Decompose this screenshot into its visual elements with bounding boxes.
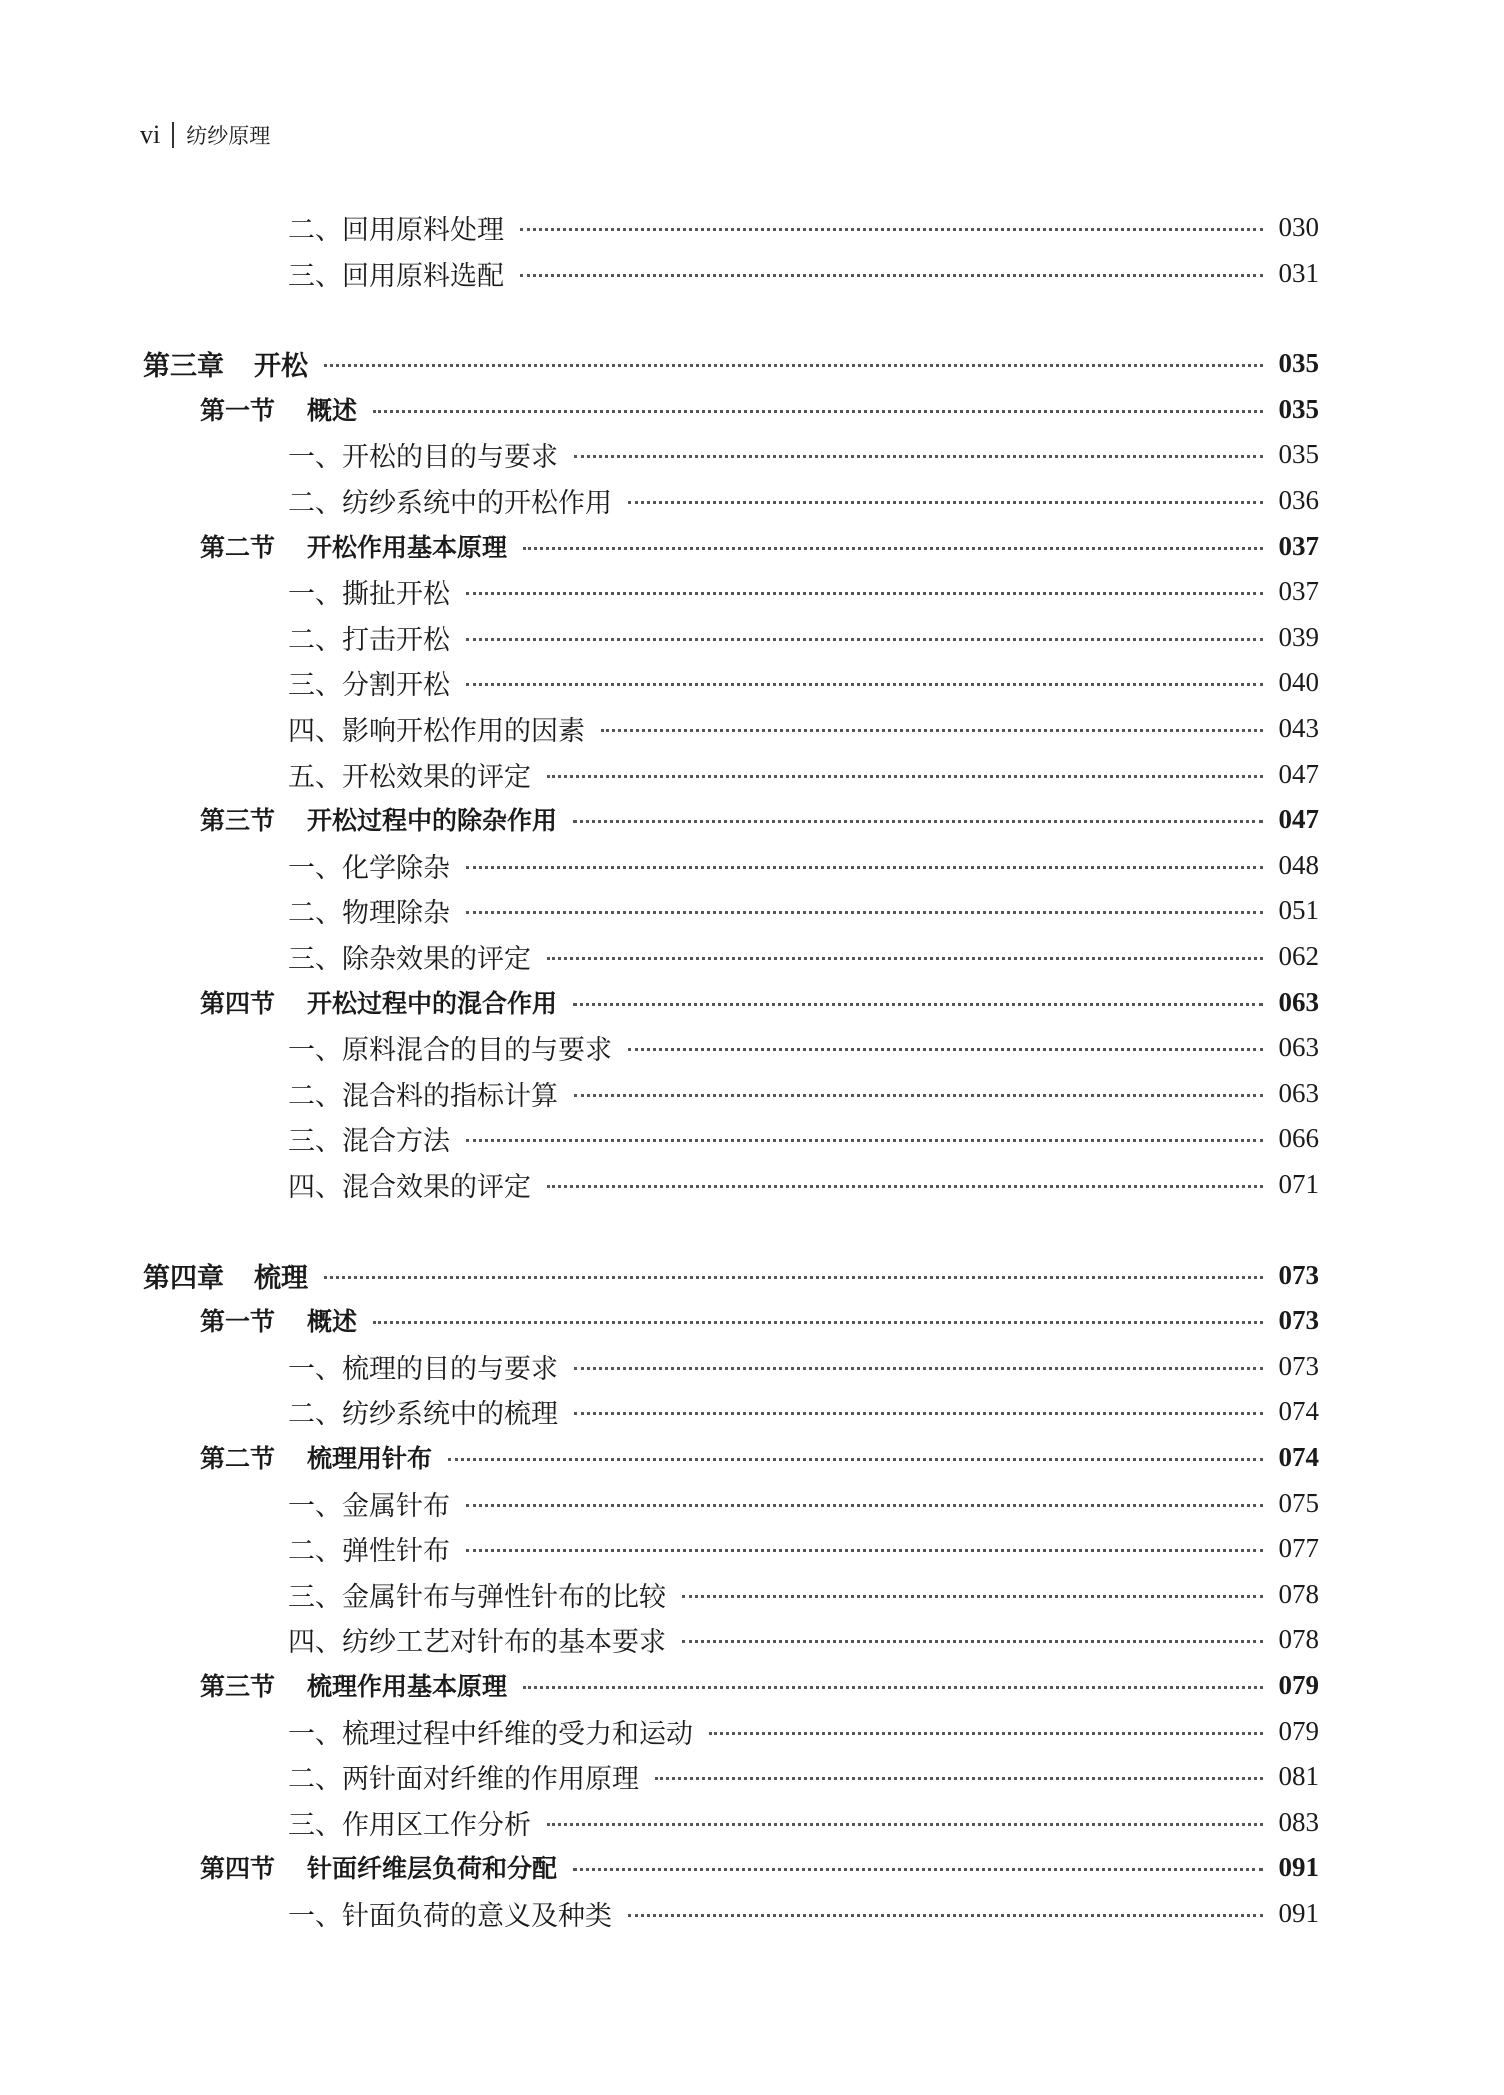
toc-item-entry[interactable] [288, 845, 1319, 885]
dot-leader [628, 1048, 1263, 1051]
toc-entry-title: 梳理作用基本原理 [307, 1672, 508, 1701]
dot-leader [466, 866, 1263, 869]
toc-entry-label [200, 1302, 357, 1338]
toc-entry-label [200, 1667, 507, 1703]
toc-entry-page: 074 [1278, 1395, 1319, 1426]
dot-leader [466, 911, 1263, 914]
toc-entry-page: 071 [1278, 1168, 1319, 1199]
toc-entry-page: 048 [1278, 849, 1319, 880]
toc-section-entry[interactable] [200, 1665, 1319, 1705]
toc-item-entry[interactable] [288, 1893, 1319, 1933]
toc-item-entry[interactable] [288, 617, 1319, 657]
dot-leader [466, 683, 1263, 686]
toc-entry-page: 062 [1278, 940, 1319, 971]
dot-leader [655, 1777, 1263, 1780]
toc-entry-page: 031 [1278, 257, 1319, 288]
toc-entry-label [288, 1119, 450, 1158]
toc-entry-title: 二、混合料的指标计算 [288, 1080, 558, 1112]
toc-entry-label [288, 572, 450, 611]
toc-entry-label [288, 618, 450, 657]
toc-section-entry[interactable] [200, 1300, 1319, 1340]
toc-entry-page: 063 [1278, 986, 1319, 1017]
dot-leader [466, 1139, 1263, 1142]
dot-leader [628, 501, 1263, 504]
toc-entry-label [288, 1575, 666, 1614]
toc-entry-title: 概述 [307, 396, 358, 425]
toc-entry-number: 第二节 [200, 533, 276, 562]
toc-item-entry[interactable] [288, 1346, 1319, 1386]
toc-entry-title: 三、除杂效果的评定 [288, 943, 531, 975]
toc-entry-page: 066 [1278, 1122, 1319, 1153]
toc-entry-page: 051 [1278, 894, 1319, 925]
toc-entry-title: 三、分割开松 [288, 669, 450, 701]
toc-entry-title: 一、开松的目的与要求 [288, 441, 558, 473]
dot-leader [573, 1868, 1263, 1871]
dot-leader [628, 1914, 1263, 1917]
toc-chapter-entry[interactable] [143, 1255, 1319, 1295]
dot-leader [574, 1094, 1263, 1097]
toc-entry-number: 第三章 [143, 350, 224, 382]
toc-section-entry[interactable] [200, 526, 1319, 566]
toc-entry-page: 078 [1278, 1623, 1319, 1654]
header-divider [172, 122, 174, 148]
toc-entry-page: 079 [1278, 1669, 1319, 1700]
toc-entry-page: 083 [1278, 1806, 1319, 1837]
toc-entry-page: 073 [1278, 1350, 1319, 1381]
toc-entry-page: 074 [1278, 1441, 1319, 1472]
toc-entry-label [288, 891, 450, 930]
toc-entry-number: 第三节 [200, 1672, 276, 1701]
toc-entry-page: 079 [1278, 1715, 1319, 1746]
toc-entry-number: 第三节 [200, 806, 276, 835]
toc-item-entry[interactable] [288, 662, 1319, 702]
toc-entry-page: 075 [1278, 1487, 1319, 1518]
dot-leader [523, 547, 1263, 550]
toc-item-entry[interactable] [288, 708, 1319, 748]
toc-entry-page: 043 [1278, 712, 1319, 743]
toc-entry-label [288, 1894, 612, 1933]
page-number: vi [140, 120, 161, 149]
toc-entry-label [288, 663, 450, 702]
toc-item-entry[interactable] [288, 1391, 1319, 1431]
toc-item-entry[interactable] [288, 1619, 1319, 1659]
toc-item-entry[interactable] [288, 1027, 1319, 1067]
toc-entry-page: 073 [1278, 1259, 1319, 1290]
toc-entry-title: 二、弹性针布 [288, 1535, 450, 1567]
toc-entry-label [200, 528, 507, 564]
toc-entry-number: 第一节 [200, 1307, 276, 1336]
toc-entry-title: 一、原料混合的目的与要求 [288, 1034, 612, 1066]
toc-entry-title: 开松作用基本原理 [307, 533, 508, 562]
toc-entry-page: 091 [1278, 1897, 1319, 1928]
toc-entry-title: 一、针面负荷的意义及种类 [288, 1900, 612, 1932]
toc-entry-label [200, 391, 357, 427]
dot-leader [709, 1732, 1263, 1735]
toc-entry-label [288, 481, 612, 520]
toc-entry-label [288, 208, 504, 247]
toc-entry-title: 二、两针面对纤维的作用原理 [288, 1763, 639, 1795]
toc-section-entry[interactable] [200, 799, 1319, 839]
toc-section-entry[interactable] [200, 389, 1319, 429]
dot-leader [682, 1595, 1263, 1598]
dot-leader [324, 364, 1263, 367]
toc-entry-title: 二、物理除杂 [288, 897, 450, 929]
toc-entry-title: 四、影响开松作用的因素 [288, 715, 585, 747]
toc-entry-label [288, 755, 531, 794]
toc-item-entry[interactable] [288, 1756, 1319, 1796]
toc-item-entry[interactable] [288, 890, 1319, 930]
dot-leader [466, 638, 1263, 641]
dot-leader [373, 1321, 1263, 1324]
toc-entry-number: 第一节 [200, 396, 276, 425]
dot-leader [547, 775, 1263, 778]
toc-item-entry[interactable] [288, 1711, 1319, 1751]
toc-entry-number: 第四章 [143, 1262, 224, 1294]
toc-entry-title: 四、混合效果的评定 [288, 1171, 531, 1203]
toc-entry-title: 三、混合方法 [288, 1125, 450, 1157]
toc-entry-title: 概述 [307, 1307, 358, 1336]
dot-leader [466, 592, 1263, 595]
toc-item-entry[interactable] [288, 253, 1319, 293]
toc-entry-label [288, 254, 504, 293]
toc-item-entry[interactable] [288, 480, 1319, 520]
toc-item-entry[interactable] [288, 1483, 1319, 1523]
toc-entry-title: 三、回用原料选配 [288, 260, 504, 292]
toc-entry-title: 梳理用针布 [307, 1444, 433, 1473]
book-title: 纺纱原理 [186, 124, 271, 148]
toc-entry-label [200, 801, 557, 837]
toc-item-entry[interactable] [288, 207, 1319, 247]
toc-entry-page: 035 [1278, 393, 1319, 424]
toc-entry-title: 一、化学除杂 [288, 852, 450, 884]
toc-entry-label [288, 1074, 558, 1113]
dot-leader [601, 729, 1263, 732]
toc-entry-page: 077 [1278, 1532, 1319, 1563]
toc-item-entry[interactable] [288, 1528, 1319, 1568]
dot-leader [573, 820, 1263, 823]
toc-entry-label [288, 846, 450, 885]
toc-entry-title: 二、打击开松 [288, 624, 450, 656]
toc-section-entry[interactable] [200, 1437, 1319, 1477]
toc-entry-title: 一、梳理过程中纤维的受力和运动 [288, 1718, 693, 1750]
toc-entry-page: 091 [1278, 1851, 1319, 1882]
toc-entry-title: 二、纺纱系统中的开松作用 [288, 487, 612, 519]
toc-entry-page: 081 [1278, 1760, 1319, 1791]
toc-chapter-entry[interactable] [143, 343, 1319, 383]
toc-entry-label [143, 1256, 308, 1295]
dot-leader [547, 1823, 1263, 1826]
toc-entry-label [288, 1165, 531, 1204]
dot-leader [523, 1686, 1263, 1689]
toc-entry-label [288, 1712, 693, 1751]
toc-entry-title: 针面纤维层负荷和分配 [307, 1854, 558, 1883]
toc-entry-label [288, 435, 558, 474]
toc-entry-number: 第四节 [200, 1854, 276, 1883]
dot-leader [574, 1367, 1263, 1370]
toc-entry-page: 063 [1278, 1077, 1319, 1108]
toc-entry-label [288, 937, 531, 976]
toc-entry-page: 030 [1278, 211, 1319, 242]
dot-leader [448, 1458, 1263, 1461]
toc-entry-number: 第四节 [200, 989, 276, 1018]
dot-leader [520, 228, 1263, 231]
toc-entry-page: 040 [1278, 666, 1319, 697]
toc-entry-label [288, 1392, 558, 1431]
toc-section-entry[interactable] [200, 1847, 1319, 1887]
toc-entry-title: 三、作用区工作分析 [288, 1809, 531, 1841]
toc-entry-title: 开松过程中的混合作用 [307, 989, 558, 1018]
toc-entry-title: 一、梳理的目的与要求 [288, 1353, 558, 1385]
toc-entry-title: 二、回用原料处理 [288, 214, 504, 246]
toc-entry-page: 037 [1278, 575, 1319, 606]
toc-entry-title: 三、金属针布与弹性针布的比较 [288, 1581, 666, 1613]
toc-item-entry[interactable] [288, 571, 1319, 611]
toc-entry-label [288, 1529, 450, 1568]
toc-entry-page: 047 [1278, 803, 1319, 834]
dot-leader [373, 410, 1263, 413]
toc-entry-title: 一、金属针布 [288, 1490, 450, 1522]
dot-leader [682, 1640, 1263, 1643]
toc-entry-label [288, 1028, 612, 1067]
dot-leader [466, 1504, 1263, 1507]
toc-entry-page: 063 [1278, 1031, 1319, 1062]
running-header [140, 118, 270, 152]
toc-entry-label [288, 1757, 639, 1796]
toc-entry-label [288, 1620, 666, 1659]
toc-item-entry[interactable] [288, 1164, 1319, 1204]
toc-entry-label [200, 1439, 432, 1475]
toc-entry-page: 037 [1278, 530, 1319, 561]
toc-entry-label [288, 1347, 558, 1386]
toc-item-entry[interactable] [288, 1574, 1319, 1614]
toc-item-entry[interactable] [288, 1073, 1319, 1113]
toc-entry-title: 梳理 [254, 1262, 308, 1294]
toc-entry-title: 五、开松效果的评定 [288, 761, 531, 793]
toc-entry-page: 036 [1278, 484, 1319, 515]
toc-entry-page: 073 [1278, 1304, 1319, 1335]
dot-leader [547, 957, 1263, 960]
toc-entry-page: 078 [1278, 1578, 1319, 1609]
toc-entry-label [200, 1849, 557, 1885]
dot-leader [547, 1185, 1263, 1188]
toc-entry-title: 四、纺纱工艺对针布的基本要求 [288, 1626, 666, 1658]
toc-section-entry[interactable] [200, 982, 1319, 1022]
toc-item-entry[interactable] [288, 1118, 1319, 1158]
toc-item-entry[interactable] [288, 936, 1319, 976]
toc-item-entry[interactable] [288, 1802, 1319, 1842]
toc-entry-label [288, 1484, 450, 1523]
toc-item-entry[interactable] [288, 434, 1319, 474]
toc-entry-page: 035 [1278, 438, 1319, 469]
dot-leader [574, 455, 1263, 458]
dot-leader [466, 1549, 1263, 1552]
toc-entry-title: 二、纺纱系统中的梳理 [288, 1398, 558, 1430]
toc-entry-page: 047 [1278, 758, 1319, 789]
toc-entry-page: 035 [1278, 347, 1319, 378]
dot-leader [573, 1003, 1263, 1006]
dot-leader [324, 1276, 1263, 1279]
toc-entry-page: 039 [1278, 621, 1319, 652]
toc-entry-title: 开松过程中的除杂作用 [307, 806, 558, 835]
toc-entry-number: 第二节 [200, 1444, 276, 1473]
toc-entry-title: 开松 [254, 350, 308, 382]
toc-entry-label [288, 1803, 531, 1842]
dot-leader [574, 1412, 1263, 1415]
toc-entry-title: 一、撕扯开松 [288, 578, 450, 610]
toc-entry-label [200, 984, 557, 1020]
dot-leader [520, 274, 1263, 277]
toc-entry-label [288, 709, 585, 748]
toc-item-entry[interactable] [288, 754, 1319, 794]
toc-entry-label [143, 344, 308, 383]
